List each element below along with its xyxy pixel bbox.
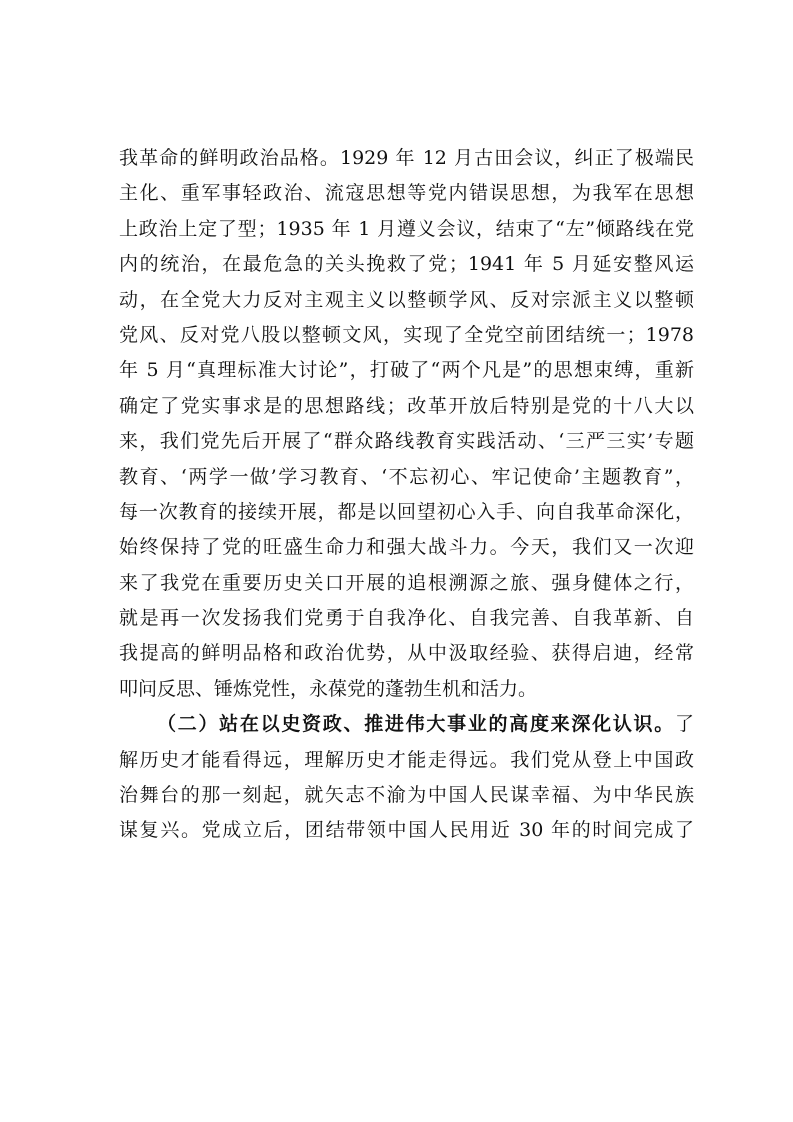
- section-heading: （二）站在以史资政、推进伟大事业的高度来深化认识。: [157, 713, 675, 736]
- text-line: 内的统治，在最危急的关头挽救了党；1941 年 5 月延安整风运: [119, 253, 694, 276]
- text-line: 教育、‘两学一做’学习教育、‘不忘初心、牢记使命’主题教育”，: [119, 465, 694, 488]
- text-line: 来了我党在重要历史关口开展的追根溯源之旅、强身健体之行，: [119, 571, 694, 594]
- body-text: [119, 141, 694, 849]
- text-line: 我革命的鲜明政治品格。1929 年 12 月古田会议，纠正了极端民: [119, 147, 694, 169]
- text-line: 始终保持了党的旺盛生命力和强大战斗力。今天，我们又一次迎: [119, 536, 694, 559]
- text-line: 叩问反思、锤炼党性，永葆党的蓬勃生机和活力。: [119, 677, 538, 700]
- section-heading-line: [119, 707, 694, 742]
- text-line: 解历史才能看得远，理解历史才能走得远。我们党从登上中国政: [119, 748, 694, 771]
- text-line: 每一次教育的接续开展，都是以回望初心入手、向自我革命深化，: [119, 500, 694, 523]
- text-line: 党风、反对党八股以整顿文风，实现了全党空前团结统一；1978: [119, 323, 694, 346]
- text-line: 年 5 月“真理标准大讨论”，打破了“两个凡是”的思想束缚，重新: [119, 359, 694, 382]
- text-run: 了: [674, 713, 694, 736]
- text-line: 我提高的鲜明品格和政治优势，从中汲取经验、获得启迪，经常: [119, 642, 694, 665]
- text-line: 上政治上定了型；1935 年 1 月遵义会议，结束了“左”倾路线在党: [119, 217, 694, 240]
- text-line: 主化、重军事轻政治、流寇思想等党内错误思想，为我军在思想: [119, 182, 694, 205]
- text-line: 谋复兴。党成立后，团结带领中国人民用近 30 年的时间完成了: [119, 819, 694, 842]
- text-line: 就是再一次发扬我们党勇于自我净化、自我完善、自我革新、自: [119, 607, 694, 630]
- text-line: 来，我们党先后开展了“群众路线教育实践活动、‘三严三实’专题: [119, 430, 694, 453]
- text-line: 治舞台的那一刻起，就矢志不渝为中国人民谋幸福、为中华民族: [119, 784, 694, 807]
- text-line: 确定了党实事求是的思想路线；改革开放后特别是党的十八大以: [119, 394, 694, 417]
- text-line: 动，在全党大力反对主观主义以整顿学风、反对宗派主义以整顿: [119, 288, 694, 311]
